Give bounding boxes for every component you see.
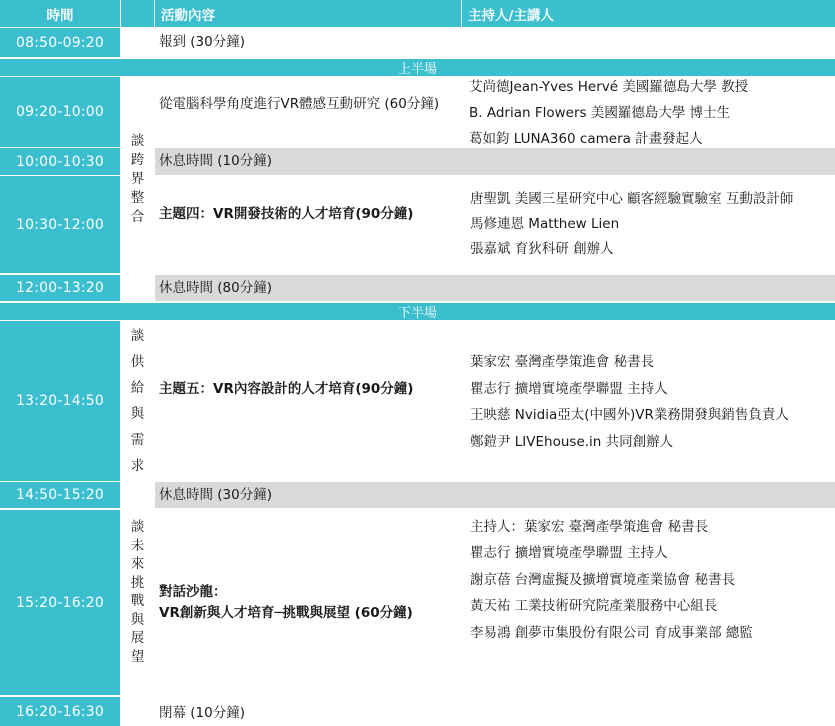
time-cell: 10:30-12:00 xyxy=(0,176,120,273)
header-theme-blank xyxy=(121,0,154,27)
time-cell: 14:50-15:20 xyxy=(0,482,120,508)
activity-cell xyxy=(159,578,459,628)
speaker: 艾尚德Jean-Yves Hervé 美國羅德島大學 教授 xyxy=(469,79,749,95)
speaker: B. Adrian Flowers 美國羅德島大學 博士生 xyxy=(469,105,731,121)
speaker: 李易鴻 創夢市集股份有限公司 育成事業部 總監 xyxy=(470,624,753,641)
activity-cell: 從電腦科學角度進行VR體感互動研究 (60分鐘) xyxy=(159,95,440,112)
time-cell: 13:20-14:50 xyxy=(0,321,120,481)
speaker: 馬修連恩 Matthew Lien xyxy=(470,215,620,232)
time-cell: 12:00-13:20 xyxy=(0,275,120,301)
activity-cell: 休息時間 (80分鐘) xyxy=(159,279,273,296)
theme-label-future: 談 未 來 挑 戰 與 展 望 xyxy=(130,519,145,665)
theme-label-cross-domain: 談 跨 界 整 合 xyxy=(130,133,145,225)
time-cell: 09:20-10:00 xyxy=(0,77,120,147)
activity-cell: 閉幕 (10分鐘) xyxy=(159,704,246,721)
activity-cell: 報到 (30分鐘) xyxy=(159,34,246,50)
activity-cell: 主題四：VR開發技術的人才培育(90分鐘) xyxy=(159,205,414,222)
speaker: 主持人：葉家宏 臺灣產學策進會 秘書長 xyxy=(470,518,709,535)
speaker: 瞿志行 擴增實境產學聯盟 主持人 xyxy=(470,380,668,397)
section-first-half: 上半場 xyxy=(0,59,835,76)
activity-line: 對話沙龍： xyxy=(159,584,227,600)
speaker: 張嘉斌 育狄科研 創辦人 xyxy=(470,240,614,257)
theme-label-supply-demand: 談 供 給 與 需 求 xyxy=(130,328,145,474)
speaker: 唐聖凱 美國三星研究中心 顧客經驗實驗室 互動設計師 xyxy=(470,190,794,207)
speaker: 黃天祐 工業技術研究院產業服務中心組長 xyxy=(470,598,718,615)
header-speakers: 主持人/主講人 xyxy=(462,0,835,27)
time-cell: 16:20-16:30 xyxy=(0,697,120,726)
activity-cell: 休息時間 (30分鐘) xyxy=(159,486,273,503)
time-cell: 08:50-09:20 xyxy=(0,28,120,57)
activity-cell: 主題五：VR內容設計的人才培育(90分鐘) xyxy=(159,380,414,397)
header-time: 時間 xyxy=(0,0,120,27)
activity-cell: 休息時間 (10分鐘) xyxy=(159,153,273,169)
speaker: 瞿志行 擴增實境產學聯盟 主持人 xyxy=(470,545,668,562)
speaker-list xyxy=(466,348,835,456)
speaker-list xyxy=(465,73,835,153)
header-activity: 活動內容 xyxy=(155,0,461,27)
activity-line: VR創新與人才培育─挑戰與展望 (60分鐘) xyxy=(159,605,413,621)
speaker: 謝京蓓 台灣虛擬及擴增實境產業協會 秘書長 xyxy=(470,571,736,588)
speaker-list xyxy=(466,512,835,648)
section-second-half: 下半場 xyxy=(0,303,835,320)
time-cell: 10:00-10:30 xyxy=(0,148,120,175)
speaker: 王映慈 Nvidia亞太(中國外)VR業務開發與銷售負責人 xyxy=(470,407,789,423)
speaker: 葛如鈞 LUNA360 camera 計畫發起人 xyxy=(469,131,703,147)
speaker: 葉家宏 臺灣產學策進會 秘書長 xyxy=(470,354,655,370)
speaker: 鄭鎧尹 LIVEhouse.in 共同創辦人 xyxy=(470,433,674,450)
time-cell: 15:20-16:20 xyxy=(0,510,120,695)
speaker-list xyxy=(466,176,835,272)
